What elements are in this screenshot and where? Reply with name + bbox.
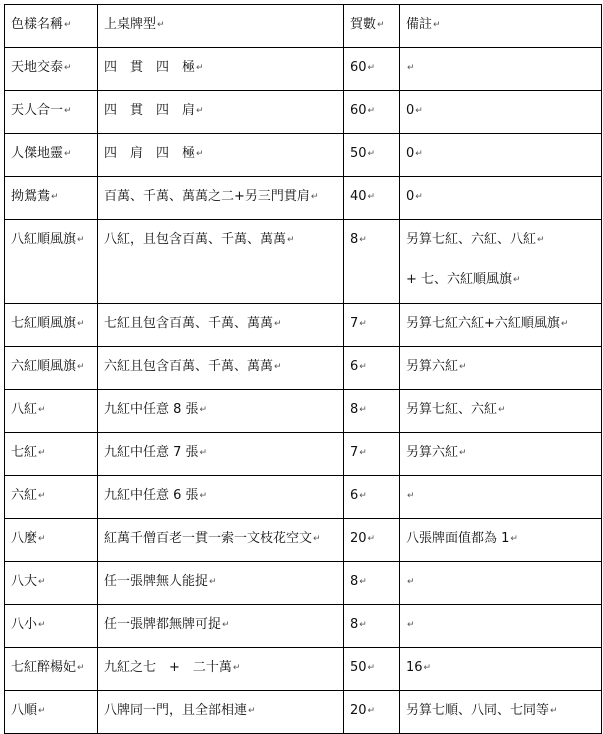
cell-pattern: 九紅中任意 6 張 ↵	[98, 476, 344, 519]
cell-pattern: 紅萬千僧百老一貫一索一文枝花空文 ↵	[98, 519, 344, 562]
table-row	[5, 433, 602, 476]
cell-name: 天地交泰 ↵	[5, 48, 98, 91]
table-row	[5, 347, 602, 390]
document-page	[4, 4, 601, 734]
cell-note: 另算六紅 ↵	[400, 433, 602, 476]
cell-pattern: 任一張牌都無牌可捉 ↵	[98, 605, 344, 648]
cell-note-line2: + 七、六紅順風旗	[406, 272, 513, 287]
table-row	[5, 390, 602, 433]
cell-note: 另算七順、八同、七同等 ↵	[400, 691, 602, 734]
table-row	[5, 220, 602, 304]
cell-name: 八大 ↵	[5, 562, 98, 605]
cell-name: 拗鴛鴦 ↵	[5, 177, 98, 220]
cell-name: 六紅順風旗 ↵	[5, 347, 98, 390]
cell-count: 6 ↵	[344, 347, 400, 390]
cell-name: 七紅順風旗 ↵	[5, 304, 98, 347]
cell-note	[400, 476, 602, 519]
cell-note: 另算七紅六紅+六紅順風旗 ↵	[400, 304, 602, 347]
table-row	[5, 519, 602, 562]
cell-pattern: 九紅中任意 7 張 ↵	[98, 433, 344, 476]
cell-name: 人傑地靈 ↵	[5, 134, 98, 177]
cell-note: 另算七紅、六紅 ↵	[400, 390, 602, 433]
cell-count: 7 ↵	[344, 433, 400, 476]
cell-note	[400, 605, 602, 648]
cell-pattern: 九紅之七 + 二十萬 ↵	[98, 648, 344, 691]
cell-count: 50 ↵	[344, 648, 400, 691]
cell-pattern: 八牌同一門，且全部相連 ↵	[98, 691, 344, 734]
table-row	[5, 304, 602, 347]
table-row	[5, 177, 602, 220]
table-row	[5, 91, 602, 134]
cell-pattern: 八紅，且包含百萬、千萬、萬萬 ↵	[98, 220, 344, 304]
cell-count: 8 ↵	[344, 562, 400, 605]
table-row	[5, 691, 602, 734]
cell-note: 另算六紅 ↵	[400, 347, 602, 390]
cell-name: 八紅順風旗 ↵	[5, 220, 98, 304]
table-row	[5, 476, 602, 519]
cell-note: 八張牌面值都為 1 ↵	[400, 519, 602, 562]
cell-note	[400, 562, 602, 605]
table-row	[5, 605, 602, 648]
header-cell: 色樣名稱 ↵	[5, 5, 98, 48]
cell-pattern: 四 貫 四 極 ↵	[98, 48, 344, 91]
cell-note	[400, 48, 602, 91]
cell-count: 6 ↵	[344, 476, 400, 519]
color-pattern-table	[4, 4, 602, 734]
table-row	[5, 134, 602, 177]
cell-name: 七紅 ↵	[5, 433, 98, 476]
cell-count: 7 ↵	[344, 304, 400, 347]
header-cell: 上桌牌型 ↵	[98, 5, 344, 48]
cell-count: 8 ↵	[344, 220, 400, 304]
cell-pattern: 四 肩 四 極 ↵	[98, 134, 344, 177]
cell-pattern: 任一張牌無人能捉 ↵	[98, 562, 344, 605]
cell-count: 8 ↵	[344, 390, 400, 433]
cell-pattern: 百萬、千萬、萬萬之二+另三門貫肩 ↵	[98, 177, 344, 220]
cell-count: 8 ↵	[344, 605, 400, 648]
cell-note: 16 ↵	[400, 648, 602, 691]
cell-count: 60 ↵	[344, 48, 400, 91]
header-cell: 賀數 ↵	[344, 5, 400, 48]
table-header-row	[5, 5, 602, 48]
cell-count: 50 ↵	[344, 134, 400, 177]
cell-note: 另算七紅、六紅、八紅 ↵ + 七、六紅順風旗 ↵	[400, 220, 602, 304]
cell-count: 20 ↵	[344, 691, 400, 734]
table-row	[5, 48, 602, 91]
table-row	[5, 648, 602, 691]
cell-pattern: 七紅且包含百萬、千萬、萬萬 ↵	[98, 304, 344, 347]
cell-note: 0 ↵	[400, 177, 602, 220]
cell-count: 20 ↵	[344, 519, 400, 562]
cell-count: 40 ↵	[344, 177, 400, 220]
table-row	[5, 562, 602, 605]
cell-name: 八順 ↵	[5, 691, 98, 734]
cell-name: 七紅醉楊妃 ↵	[5, 648, 98, 691]
cell-pattern: 九紅中任意 8 張 ↵	[98, 390, 344, 433]
cell-name: 天人合一 ↵	[5, 91, 98, 134]
cell-pattern: 六紅且包含百萬、千萬、萬萬 ↵	[98, 347, 344, 390]
cell-name: 八紅 ↵	[5, 390, 98, 433]
header-cell: 備註 ↵	[400, 5, 602, 48]
cell-name: 八小 ↵	[5, 605, 98, 648]
cell-pattern: 四 貫 四 肩 ↵	[98, 91, 344, 134]
cell-name: 六紅 ↵	[5, 476, 98, 519]
cell-note: 0 ↵	[400, 91, 602, 134]
cell-count: 60 ↵	[344, 91, 400, 134]
cell-note: 0 ↵	[400, 134, 602, 177]
cell-name: 八麼 ↵	[5, 519, 98, 562]
